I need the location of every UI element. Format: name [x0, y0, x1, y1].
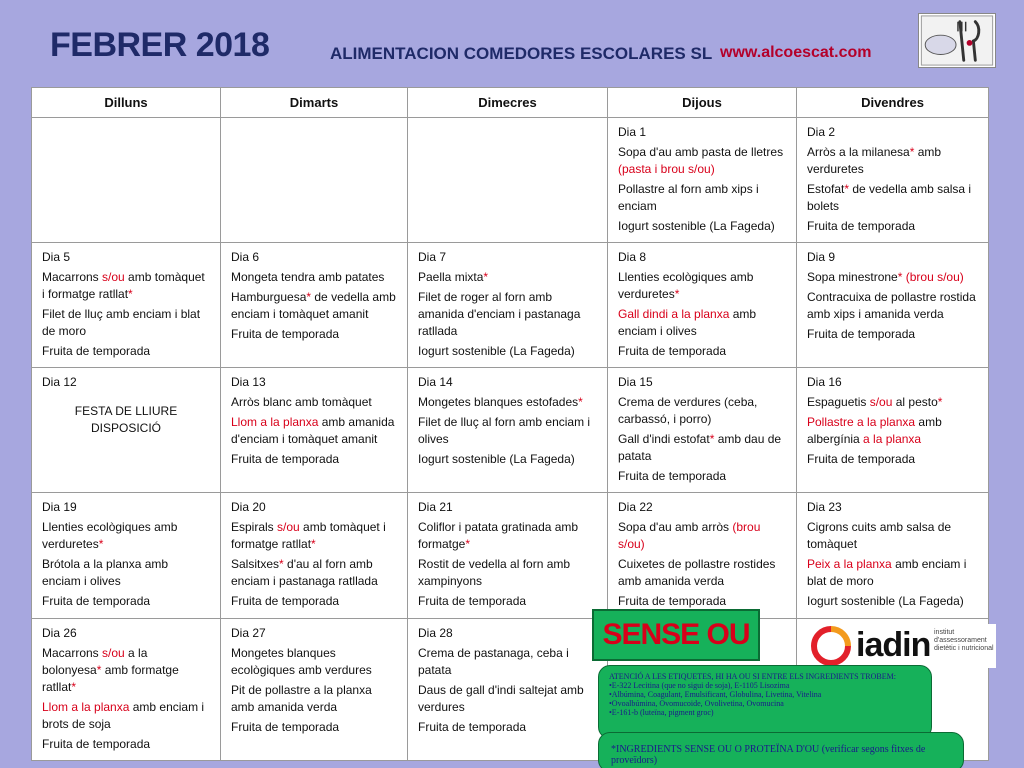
dish-text: Macarrons	[42, 645, 103, 660]
dish-text: Iogurt sostenible (La Fageda)	[418, 452, 575, 467]
dish-allergen-text: *	[578, 395, 583, 410]
day-label: Dia 6	[231, 250, 260, 265]
dish	[618, 144, 786, 178]
day-label: Dia 21	[418, 500, 453, 515]
dish	[418, 719, 597, 736]
dish	[418, 645, 597, 679]
dish	[807, 394, 978, 411]
allergen-note	[598, 665, 932, 739]
day-cell	[32, 493, 221, 618]
day-cell	[32, 368, 221, 493]
dish	[618, 343, 786, 360]
header-row	[32, 88, 989, 118]
dish-text: Espaguetis	[807, 395, 870, 410]
dish-allergen-text: *	[909, 145, 915, 159]
dish-text: Crema de verdures (ceba, carbassó, i porro)	[618, 395, 758, 427]
dish-text: Fruita de temporada	[42, 344, 151, 359]
dish-text: Fruita de temporada	[231, 594, 340, 609]
day-cell	[608, 493, 797, 618]
day-cell	[408, 243, 608, 368]
dish-text: Fruita de temporada	[807, 452, 916, 467]
day-cell	[408, 618, 608, 760]
dish-text: Filet de lluç al forn amb enciam i olives	[418, 415, 591, 447]
day-cell	[797, 493, 989, 618]
day-label: Dia 26	[42, 625, 77, 640]
column-header: Dijous	[608, 88, 797, 118]
day-cell	[32, 618, 221, 760]
dish	[231, 414, 397, 448]
dish-text: Sopa d'au amb arròs	[618, 520, 733, 535]
dish	[618, 218, 786, 235]
dish-text: d'au al forn amb enciam i pastanaga ratllada	[231, 557, 378, 589]
holiday-note: FESTA DE LLIURE DISPOSICIÓ	[74, 404, 178, 436]
dish-allergen-text: Peix a la planxa	[807, 557, 892, 572]
day-cell	[221, 493, 408, 618]
dish	[418, 269, 597, 286]
dish-text: Gall d'indi estofat	[618, 432, 710, 447]
dish-text: Fruita de temporada	[42, 736, 151, 751]
day-label: Dia 1	[618, 125, 647, 139]
dish	[42, 343, 210, 360]
dish-text: Mongetes blanques estofades	[418, 395, 579, 410]
dish	[42, 645, 210, 696]
dish-text: Llenties ecològiques amb verduretes	[618, 270, 754, 302]
dish-allergen-text: Llom a la planxa	[231, 415, 319, 430]
cutlery-logo-icon	[918, 13, 996, 68]
dish-text: amb enciam i olives	[618, 307, 757, 339]
week-row	[32, 368, 989, 493]
dish-text: Fruita de temporada	[418, 594, 527, 609]
dish-text: amb enciam i brots de soja	[42, 699, 205, 731]
allergen-note-item: •E-161-b (luteïna, pigment groc)	[609, 708, 714, 717]
dish-text: Fruita de temporada	[618, 594, 727, 609]
dish-allergen-text: *	[674, 287, 680, 302]
day-label: Dia 9	[807, 250, 836, 265]
dish	[418, 414, 597, 448]
dish-text: amb verduretes	[807, 145, 942, 176]
dish-allergen-text: a la planxa	[863, 432, 922, 447]
column-header: Dimarts	[221, 88, 408, 118]
iadin-logo	[806, 624, 996, 668]
dish	[231, 289, 397, 323]
dish-text: Arròs a la milanesa	[807, 145, 910, 159]
column-header: Dimecres	[408, 88, 608, 118]
dish-allergen-text: s/ou	[102, 645, 125, 660]
dish-text: Fruita de temporada	[618, 469, 727, 484]
dish-text: Pollastre al forn amb xips i enciam	[618, 182, 759, 213]
day-cell	[608, 118, 797, 243]
dish-allergen-text: *	[483, 270, 489, 285]
dish	[231, 326, 397, 343]
dish-allergen-text: *	[128, 287, 133, 302]
dish-allergen-text: s/ou	[102, 270, 125, 285]
dish-allergen-text: Llom a la planxa	[42, 699, 130, 714]
dish-text: Rostit de vedella al forn amb xampinyons	[418, 557, 571, 589]
day-label: Dia 23	[807, 500, 842, 515]
dish-text: amb formatge ratllat	[42, 662, 179, 694]
week-row	[32, 493, 989, 618]
dish-text: Brótola a la planxa amb enciam i olives	[42, 557, 169, 589]
dish-allergen-text: s/ou	[277, 520, 300, 535]
dish-allergen-text: *	[71, 679, 77, 694]
dish	[807, 269, 978, 286]
dish-text: Iogurt sostenible (La Fageda)	[618, 219, 775, 233]
day-cell	[221, 118, 408, 243]
dish-allergen-text: (pasta i brou s/ou)	[618, 162, 715, 176]
dish-text: Espirals	[231, 520, 278, 535]
day-cell	[32, 118, 221, 243]
allergen-note-item: •Albúmina, Coagulant, Emulsificant, Globulina, Livetina, Vitelina	[609, 690, 822, 699]
day-cell	[408, 493, 608, 618]
dish	[231, 519, 397, 553]
iadin-name: iadin	[856, 626, 931, 664]
dish-text: Filet de lluç amb enciam i blat de moro	[42, 307, 201, 339]
dish-allergen-text: (brou s/ou)	[618, 520, 761, 552]
dish	[618, 519, 786, 553]
dish-text: Sopa d'au amb pasta de lletres	[618, 145, 784, 159]
day-label: Dia 5	[42, 250, 71, 265]
dish-text: Daus de gall d'indi saltejat amb verdures	[418, 682, 584, 714]
dish	[42, 736, 210, 753]
dish-allergen-text: Gall dindi a la planxa	[618, 307, 730, 322]
page-title: FEBRER 2018	[50, 26, 270, 64]
dish-allergen-text: *	[937, 395, 943, 410]
dish-text: Fruita de temporada	[231, 327, 340, 342]
dish	[231, 451, 397, 468]
dish-text: Mongetes blanques ecològiques amb verdures	[231, 645, 372, 677]
dish-text: Arròs blanc amb tomàquet	[231, 395, 372, 410]
dish	[418, 343, 597, 360]
dish-text: Pit de pollastre a la planxa amb amanida verda	[231, 682, 372, 714]
dish-text: al pesto	[892, 395, 938, 410]
allergen-note-lead: ATENCIÓ A LES ETIQUETES, HI HA OU SI ENTRE ELS INGREDIENTS TROBEM:	[609, 672, 896, 681]
dish	[42, 269, 210, 303]
dish	[618, 468, 786, 485]
dish-text: Mongeta tendra amb patates	[231, 270, 385, 285]
dish	[807, 451, 978, 468]
day-cell	[608, 243, 797, 368]
day-cell	[608, 368, 797, 493]
day-cell	[797, 118, 989, 243]
dish-text: Iogurt sostenible (La Fageda)	[418, 344, 575, 359]
dish	[618, 556, 786, 590]
dish-allergen-text: *	[279, 557, 284, 572]
day-label: Dia 7	[418, 250, 447, 265]
dish-text: Salsitxes	[231, 557, 280, 572]
dish-text: Coliflor i patata gratinada amb formatge	[418, 520, 579, 552]
dish	[618, 394, 786, 428]
dish	[807, 218, 978, 235]
week-row	[32, 118, 989, 243]
dish-allergen-text: Pollastre a la planxa	[807, 415, 916, 430]
week-row	[32, 243, 989, 368]
dish	[231, 719, 397, 736]
dish-allergen-text: *	[465, 537, 471, 552]
dish-text: Estofat	[807, 182, 845, 196]
dish	[418, 519, 597, 553]
day-cell	[221, 368, 408, 493]
column-header: Dilluns	[32, 88, 221, 118]
company-name: ALIMENTACION COMEDORES ESCOLARES SL	[330, 44, 713, 63]
dish	[807, 593, 978, 610]
day-label: Dia 27	[231, 625, 266, 640]
dish-text: Cuixetes de pollastre rostides amb amanida verda	[618, 557, 776, 589]
dish-text: amb amanida d'enciam i tomàquet amanit	[231, 415, 395, 447]
dish-text: de vedella amb enciam i tomàquet amanit	[231, 290, 396, 322]
dish	[231, 394, 397, 411]
dish	[807, 289, 978, 323]
dish	[42, 699, 210, 733]
dish-text: Filet de roger al forn amb amanida d'enciam i pastanaga ratllada	[418, 290, 581, 339]
dish-allergen-text: *	[709, 432, 715, 447]
column-header: Divendres	[797, 88, 989, 118]
allergen-note-item: •Ovoalbúmina, Ovomucoide, Ovolivetina, Ovomucina	[609, 699, 784, 708]
dish-text: de vedella amb salsa i bolets	[807, 182, 972, 213]
dish	[418, 289, 597, 340]
day-cell	[221, 243, 408, 368]
dish-allergen-text: s/ou	[869, 395, 893, 410]
dish-text: Fruita de temporada	[618, 344, 727, 359]
day-cell	[32, 243, 221, 368]
dish	[231, 269, 397, 286]
day-label: Dia 19	[42, 500, 77, 515]
allergen-note-item: •E-322 Lecitina (que no sigui de soja), E-1105 Lisozima	[609, 681, 790, 690]
day-label: Dia 14	[418, 375, 453, 390]
dish-text: Fruita de temporada	[42, 594, 151, 609]
dish-text: Crema de pastanaga, ceba i patata	[418, 645, 569, 677]
dish-text: amb dau de patata	[618, 432, 782, 464]
dish-text: Paella mixta	[418, 270, 484, 285]
day-label: Dia 15	[618, 375, 653, 390]
day-cell	[221, 618, 408, 760]
dish-text: amb enciam i blat de moro	[807, 557, 967, 589]
dish	[418, 451, 597, 468]
dish-text: Macarrons	[42, 270, 103, 285]
dish	[42, 519, 210, 553]
dish	[618, 431, 786, 465]
dish	[42, 593, 210, 610]
dish-text: Llenties ecològiques amb verduretes	[42, 520, 178, 552]
dish	[42, 306, 210, 340]
sense-ou-badge: SENSE OU	[592, 609, 760, 661]
dish-text: Cigrons cuits amb salsa de tomàquet	[807, 520, 952, 552]
dish-text: amb tomàquet i formatge ratllat	[42, 270, 205, 302]
day-label: Dia 13	[231, 375, 266, 390]
dish	[231, 593, 397, 610]
dish	[418, 593, 597, 610]
dish-allergen-text: *	[98, 537, 104, 552]
dish-allergen-text: *	[844, 182, 850, 196]
dish-text: Fruita de temporada	[807, 219, 916, 233]
dish-text: Fruita de temporada	[418, 719, 527, 734]
dish	[807, 144, 978, 178]
day-label: Dia 12	[42, 375, 77, 390]
dish-allergen-text: *	[96, 662, 102, 677]
dish-text: Fruita de temporada	[231, 719, 340, 734]
day-cell	[797, 368, 989, 493]
dish	[231, 645, 397, 679]
dish-text: Fruita de temporada	[807, 327, 916, 342]
dish	[618, 306, 786, 340]
dish	[618, 593, 786, 610]
dish	[807, 181, 978, 215]
website-link[interactable]: www.alcoescat.com	[720, 44, 872, 61]
dish-text: Fruita de temporada	[231, 452, 340, 467]
dish-allergen-text: *	[311, 537, 316, 552]
day-label: Dia 20	[231, 500, 266, 515]
dish-text: amb tomàquet i formatge ratllat	[231, 520, 386, 552]
dish-allergen-text: *	[306, 290, 312, 305]
dish	[418, 394, 597, 411]
dish	[418, 682, 597, 716]
dish	[618, 181, 786, 215]
dish-text: amb albergínia	[807, 415, 942, 447]
day-cell	[797, 243, 989, 368]
dish-allergen-text: * (brou s/ou)	[897, 270, 964, 285]
dish	[418, 556, 597, 590]
ingredients-note: *INGREDIENTS SENSE OU O PROTEÏNA D'OU (verificar segons fitxes de proveïdors)	[598, 732, 964, 768]
dish	[807, 519, 978, 553]
dish-text: a la bolonyesa	[42, 645, 148, 677]
dish-text: Sopa minestrone	[807, 270, 898, 285]
dish	[42, 556, 210, 590]
iadin-subtitle: institut d'assessorament dietètic i nutricional	[934, 629, 994, 652]
day-label: Dia 2	[807, 125, 836, 139]
dish-text: Contracuixa de pollastre rostida amb xips i amanida verda	[807, 290, 976, 322]
day-label: Dia 16	[807, 375, 842, 390]
dish-text: Hamburguesa	[231, 290, 307, 305]
dish	[807, 414, 978, 448]
dish	[618, 269, 786, 303]
dish	[231, 682, 397, 716]
dish	[807, 556, 978, 590]
day-label: Dia 22	[618, 500, 653, 515]
day-cell	[408, 368, 608, 493]
dish-text: Iogurt sostenible (La Fageda)	[807, 594, 964, 609]
day-label: Dia 8	[618, 250, 647, 265]
iadin-logo-icon	[810, 626, 852, 666]
day-cell	[408, 118, 608, 243]
day-label: Dia 28	[418, 625, 453, 640]
dish	[231, 556, 397, 590]
dish	[807, 326, 978, 343]
